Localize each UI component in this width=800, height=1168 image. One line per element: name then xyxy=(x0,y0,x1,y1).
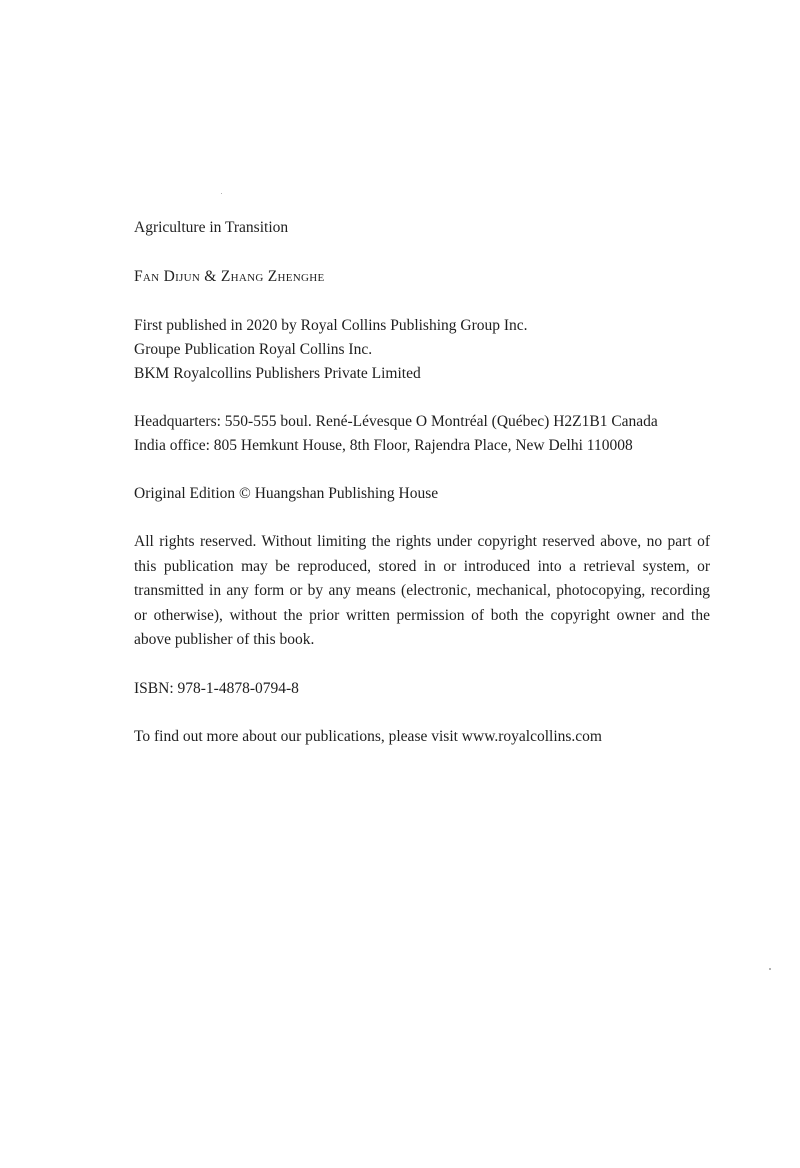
india-office-address: India office: 805 Hemkunt House, 8th Floor, Rajendra Place, New Delhi 110008 xyxy=(134,437,633,454)
isbn: ISBN: 978-1-4878-0794-8 xyxy=(134,679,299,697)
offices-block xyxy=(134,410,710,458)
book-title: Agriculture in Transition xyxy=(134,219,289,236)
copyright-content xyxy=(134,216,710,749)
scan-speck xyxy=(221,193,222,194)
rights-notice: All rights reserved. Without limiting the rights under copyright reserved above, no part of this publication may be reproduced, stored in or introduced into a retrieval system, or transmitted in any form or by any means (electronic, mechanical, photocopying, recording or otherwise), without the prior written permission of both the copyright owner and the above publisher of this book. xyxy=(134,533,710,648)
headquarters-address: Headquarters: 550-555 boul. René-Lévesque O Montréal (Québec) H2Z1B1 Canada xyxy=(134,413,658,430)
publisher-line: Groupe Publication Royal Collins Inc. xyxy=(134,341,373,358)
scan-speck xyxy=(769,968,771,970)
publisher-line: First published in 2020 by Royal Collins Publishing Group Inc. xyxy=(134,317,528,334)
publishers-block xyxy=(134,314,710,386)
more-info: To find out more about our publications, please visit www.royalcollins.com xyxy=(134,727,602,745)
publisher-line: BKM Royalcollins Publishers Private Limited xyxy=(134,365,421,382)
original-edition: Original Edition © Huangshan Publishing House xyxy=(134,485,439,502)
authors-line: Fan Dijun & Zhang Zhenghe xyxy=(134,268,325,285)
